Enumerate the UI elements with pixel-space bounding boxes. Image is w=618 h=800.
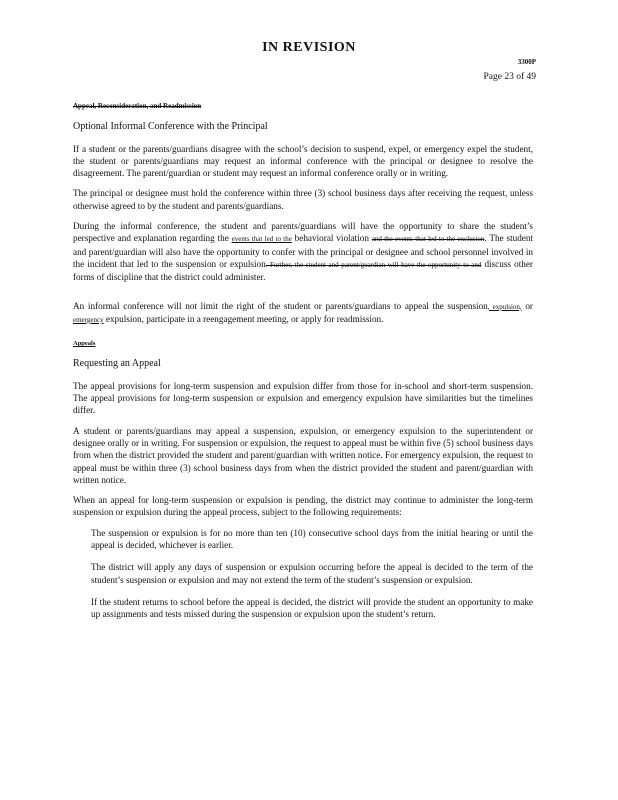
paragraph: The appeal provisions for long-term suspension and expulsion differ from those for in-school and short-term suspension. The appeal provisions for long-term suspension or expulsion and emergency expulsion have similarities but the timelines differ. bbox=[73, 380, 533, 416]
appeals-heading: Appeals bbox=[73, 340, 96, 348]
document-body bbox=[73, 100, 533, 631]
paragraph: If a student or the parents/guardians disagree with the school’s decision to suspend, expel, or emergency expel the student, the student or parents/guardians may request an informal conference with the principal or designee to resolve the disagreement. The parent/guardian or student may request an informal conference orally or in writing. bbox=[73, 143, 533, 179]
paragraph: A student or parents/guardians may appeal a suspension, expulsion, or emergency expulsion to the superintendent or designee orally or in writing. For suspension or expulsion, the request to appeal must be within five (5) school business days from when the district provided the student and parent/guardian with written notice. For emergency expulsion, the request to appeal must be within three (3) school business days from when the district provided the student and parent/guardian with written notice. bbox=[73, 425, 533, 485]
text-run: or bbox=[521, 300, 533, 311]
paragraph: When an appeal for long-term suspension or expulsion is pending, the district may continue to administer the long-term suspension or expulsion during the appeal process, subject to the following requirements: bbox=[73, 495, 533, 518]
text-run: discuss other forms of discipline that the district could administer. bbox=[73, 258, 533, 283]
page-title: IN REVISION bbox=[262, 40, 356, 55]
section-subheading: Optional Informal Conference with the Principal bbox=[73, 121, 268, 133]
text-run: behavioral violation bbox=[294, 233, 369, 244]
bullet-icon bbox=[73, 596, 91, 621]
list-item: The suspension or expulsion is for no more than ten (10) consecutive school days from the initial hearing or until the appeal is decided, whichever is earlier. bbox=[73, 527, 533, 552]
bullet-icon bbox=[73, 561, 91, 586]
struck-text: and the events that led to the exclusion bbox=[371, 235, 485, 244]
list-item: If the student returns to school before the appeal is decided, the district will provide the student an opportunity to make up assignments and tests missed during the suspension or expulsion upon the student’s return. bbox=[73, 596, 533, 621]
text-run: During the informal conference, the student and parents/guardians will have the opportunity to share the student’s perspective and explanation regarding the bbox=[73, 221, 533, 244]
paragraph-with-edits bbox=[73, 220, 533, 283]
struck-text: . Further, the student and parent/guardian will have the opportunity to and bbox=[265, 260, 482, 269]
text-run: expulsion, participate in a reengagement meeting, or apply for readmission. bbox=[103, 313, 384, 324]
text-run: An informal conference will not limit the right of the student or parents/guardians to appeal the suspension bbox=[73, 300, 488, 311]
text-run: . The student and parent/guardian will also have the opportunity to confer with the principal or designee and school personnel involved in the incident that led to the suspension or expulsion bbox=[73, 233, 534, 269]
page-number: Page 23 of 49 bbox=[483, 72, 536, 82]
list-item: The district will apply any days of suspension or expulsion occurring before the appeal is decided to the term of the student’s suspension or expulsion and may not extend the term of the student’s suspension or expulsion. bbox=[73, 561, 533, 586]
policy-code: 3300P bbox=[517, 58, 536, 66]
section-subheading: Requesting an Appeal bbox=[73, 358, 161, 370]
bullet-icon bbox=[73, 527, 91, 552]
inserted-text: events that led to the bbox=[231, 235, 292, 244]
inserted-text: , expulsion, bbox=[487, 302, 522, 311]
struck-section-heading: Appeal, Reconsideration, and Readmission bbox=[73, 102, 202, 110]
paragraph: The principal or designee must hold the conference within three (3) school business days after receiving the request, unless otherwise agreed to by the student and parents/guardians. bbox=[73, 188, 533, 211]
inserted-text: emergency bbox=[73, 315, 104, 324]
paragraph-with-edits bbox=[73, 300, 533, 327]
